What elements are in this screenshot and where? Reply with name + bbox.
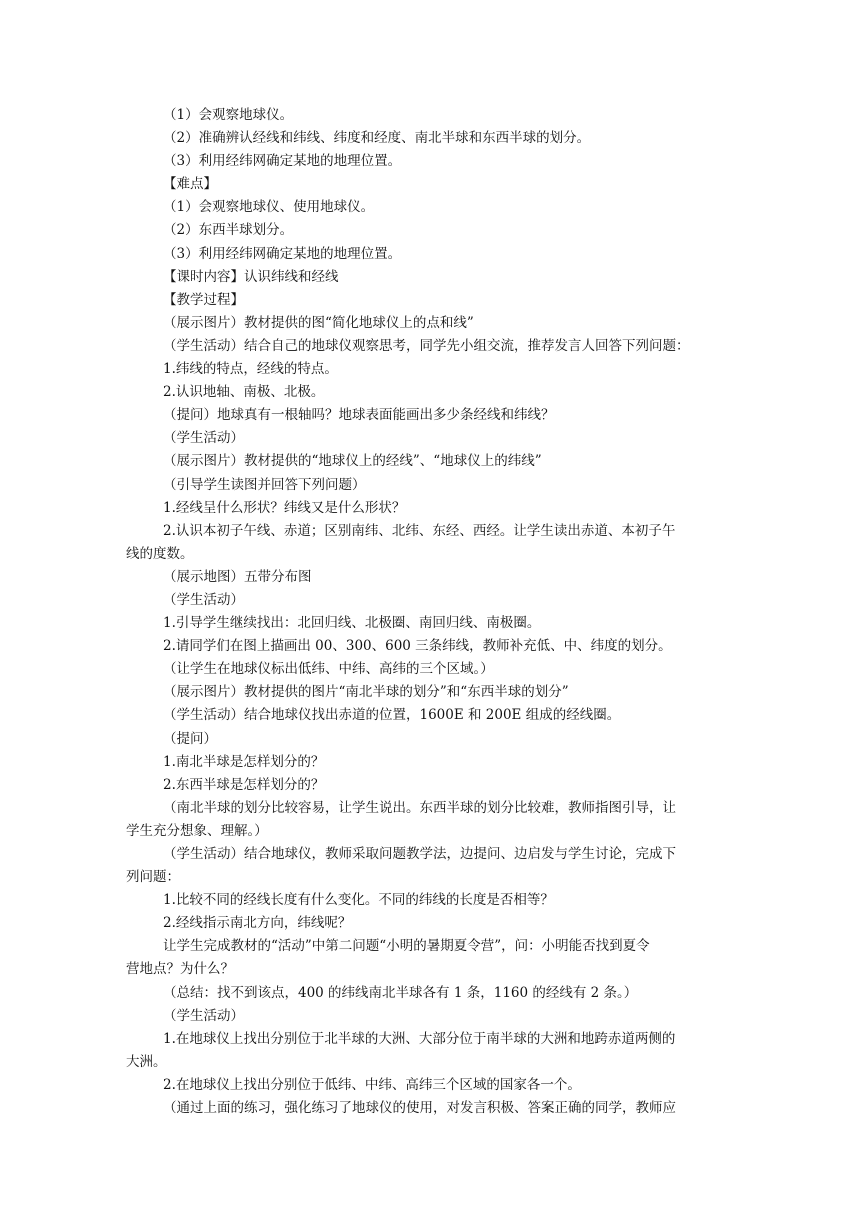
text-line: （1）会观察地球仪。 (163, 107, 294, 123)
document-body (126, 104, 736, 1120)
text-line: 1.在地球仪上找出分别位于北半球的大洲、大部分位于南半球的大洲和地跨赤道两侧的 (163, 1030, 676, 1047)
text-line: 营地点？为什么？ (126, 961, 234, 978)
text-line: 2.请同学们在图上描画出 00、300、600 三条纬线，教师补充低、中、纬度的划分。 (163, 638, 672, 655)
text-line: 【难点】 (163, 176, 217, 193)
text-line: （学生活动） (163, 591, 244, 608)
text-line: （学生活动） (163, 1007, 244, 1024)
text-line: （3）利用经纬网确定某地的地理位置。 (163, 245, 402, 262)
text-line: 【教学过程】 (163, 291, 244, 308)
text-line: 让学生完成教材的“活动”中第二问题“小明的暑期夏令营”，问：小明能否找到夏令 (163, 938, 650, 955)
text-line: 列问题： (126, 869, 180, 886)
text-line: 【课时内容】认识纬线和经线 (163, 268, 339, 285)
text-line: 2.在地球仪上找出分别位于低纬、中纬、高纬三个区域的国家各一个。 (163, 1076, 581, 1093)
text-line: 线的度数。 (126, 545, 194, 562)
text-line: 1.南北半球是怎样划分的？ (163, 753, 325, 770)
text-line: （提问） (163, 730, 217, 747)
text-line: （3）利用经纬网确定某地的地理位置。 (163, 153, 402, 170)
text-line: （2）准确辨认经线和纬线、纬度和经度、南北半球和东西半球的划分。 (163, 130, 591, 147)
text-line: （2）东西半球划分。 (163, 222, 294, 239)
text-line: 2.认识本初子午线、赤道；区别南纬、北纬、东经、西经。让学生读出赤道、本初子午 (163, 522, 676, 539)
text-line: （学生活动）结合地球仪，教师采取问题教学法，边提问、边启发与学生讨论，完成下 (163, 846, 676, 862)
text-line: 2.东西半球是怎样划分的？ (163, 776, 325, 793)
text-line: （展示图片）教材提供的“地球仪上的经线”、“地球仪上的纬线” (163, 453, 542, 470)
text-line: （学生活动）结合地球仪找出赤道的位置，1600E 和 200E 组成的经线圈。 (163, 707, 621, 724)
text-line: 大洲。 (126, 1053, 167, 1070)
text-line: （南北半球的划分比较容易，让学生说出。东西半球的划分比较难，教师指图引导，让 (163, 799, 676, 816)
text-line: 1.纬线的特点，经线的特点。 (163, 361, 338, 378)
text-line: （学生活动）结合自己的地球仪观察思考，同学先小组交流，推荐发言人回答下列问题： (163, 337, 690, 354)
text-line: （提问）地球真有一根轴吗？地球表面能画出多少条经线和纬线？ (163, 407, 555, 424)
text-line: （展示地图）五带分布图 (163, 568, 312, 585)
text-line: 1.引导学生继续找出：北回归线、北极圈、南回归线、南极圈。 (163, 615, 541, 632)
text-line: 2.经线指示南北方向，纬线呢？ (163, 915, 352, 932)
text-line: （展示图片）教材提供的图片“南北半球的划分”和“东西半球的划分” (163, 684, 569, 701)
text-line: 2.认识地轴、南极、北极。 (163, 384, 325, 401)
text-line: （展示图片）教材提供的图“简化地球仪上的点和线” (163, 314, 474, 331)
text-line: （引导学生读图并回答下列问题） (163, 476, 366, 493)
text-line: （1）会观察地球仪、使用地球仪。 (163, 199, 375, 216)
text-line: 1.比较不同的经线长度有什么变化。不同的纬线的长度是否相等？ (163, 892, 554, 909)
text-line: （总结：找不到该点，400 的纬线南北半球各有 1 条，1160 的经线有 2 条。） (163, 984, 638, 1001)
text-line: （通过上面的练习，强化练习了地球仪的使用，对发言积极、答案正确的同学，教师应 (163, 1100, 676, 1117)
text-line: （让学生在地球仪标出低纬、中纬、高纬的三个区域。） (163, 661, 494, 678)
text-line: 学生充分想象、理解。） (126, 822, 268, 839)
text-line: 1.经线呈什么形状？纬线又是什么形状？ (163, 499, 406, 516)
text-line: （学生活动） (163, 430, 244, 447)
